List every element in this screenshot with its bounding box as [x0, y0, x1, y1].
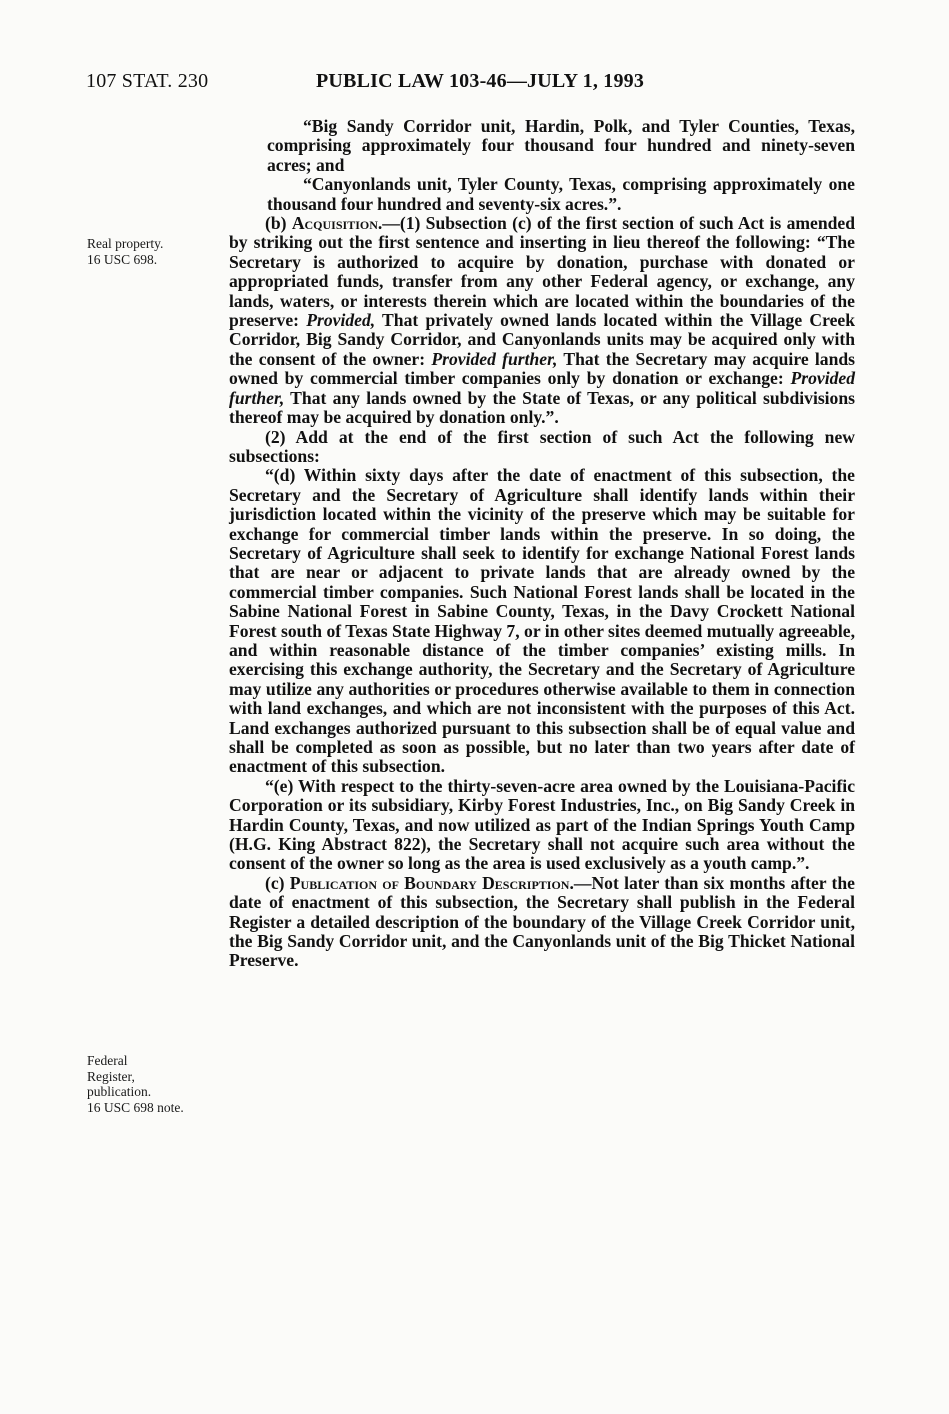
margin-note-line: Register,: [87, 1068, 135, 1084]
paragraph-canyonlands: “Canyonlands unit, Tyler County, Texas, comprising approximately one thousand four hundred and seventy-six acres.”.: [267, 174, 855, 214]
paragraph-subsection-d: “(d) Within sixty days after the date of enactment of this subsection, the Secretary and the Secretary of Agriculture shall identify lands within their jurisdiction located within the vicinity of the preserve which may be suitable for exchange for commercial timber lands within the preserve. In so doing, the Secretary of Agriculture shall seek to identify for exchange National Forest lands that are near or adjacent to private lands that are already owned by the commercial timber companies. Such National Forest lands shall be located in the Sabine National Forest in Sabine County, Texas, in the Davy Crockett National Forest south of Texas State Highway 7, or in other sites deemed mutually agreeable, and within reasonable distance of the timber companies’ existing mills. In exercising this exchange authority, the Secretary and the Secretary of Agriculture may utilize any authorities or procedures otherwise available to them in connection with land exchanges, and which are not inconsistent with the purposes of this Act. Land exchanges authorized pursuant to this subsection shall be of equal value and shall be completed as soon as possible, but no later than two years after date of enactment of this subsection.: [229, 465, 855, 777]
text-run: That the Secretary may acquire lands owned by commercial timber companies only by donation or exchange:: [229, 348, 855, 389]
section-heading: Publication of Boundary Description: [289, 872, 570, 893]
subsection-label: (b): [265, 213, 292, 234]
text-run: .—(1) Subsection (c) of the first section of such Act is amended by striking out the first sentence and inserting in lieu thereof the following: “The Secretary is authorized to acquire by donation, purchase with donated or appropriated funds, transfer from any other Federal agency, or exchange, any lands, waters, or interests therein which are located within the boundaries of the preserve:: [229, 213, 855, 331]
italic-text: Provided further,: [431, 348, 558, 369]
italic-text: Provided,: [306, 310, 376, 331]
text-run: That any lands owned by the State of Texas, or any political subdivisions thereof may be acquired by donation only.”.: [229, 387, 855, 428]
quoted-units: [229, 117, 855, 214]
section-heading: Acquisition: [291, 213, 378, 234]
margin-note-line: publication.: [87, 1084, 152, 1099]
paragraph-publication: [229, 874, 855, 971]
page-citation: 107 STAT. 230: [86, 70, 209, 92]
paragraph-new-subsections: (2) Add at the end of the first section of such Act the following new subsections:: [229, 426, 855, 466]
text-run: .—Not later than six months after the date of enactment of this subsection, the Secretary shall publish in the Federal Register a detailed description of the boundary of the Village Creek Corridor unit, the Big Sandy Corridor unit, and the Canyonlands unit of the Big Thicket National Preserve.: [229, 872, 855, 971]
subsection-label: (c): [265, 872, 290, 893]
margin-note-real-property: [87, 236, 163, 267]
paragraph-subsection-e: “(e) With respect to the thirty-seven-acre area owned by the Louisiana-Pacific Corporation or its subsidiary, Kirby Forest Industries, Inc., on Big Sandy Creek in Hardin County, Texas, and now utilized as part of the Indian Springs Youth Camp (H.G. King Abstract 822), the Secretary shall not acquire such area without the consent of the owner so long as the area is used exclusively as a youth camp.”.: [229, 775, 855, 874]
margin-note-line: 16 USC 698.: [87, 251, 158, 267]
margin-note-line: Federal: [87, 1053, 128, 1068]
body-text: [229, 117, 855, 971]
page-header: [86, 70, 856, 98]
italic-text: Provided further,: [229, 368, 855, 408]
margin-note-federal-register: [87, 1053, 184, 1115]
paragraph-acquisition: [229, 214, 855, 427]
margin-note-line: 16 USC 698 note.: [87, 1099, 184, 1115]
law-title: PUBLIC LAW 103-46—JULY 1, 1993: [316, 70, 645, 92]
margin-note-line: Real property.: [87, 236, 164, 251]
text-run: That privately owned lands located within the Village Creek Corridor, Big Sandy Corridor, and Canyonlands units may be acquired only with the consent of the owner:: [229, 310, 855, 369]
paragraph-big-sandy: “Big Sandy Corridor unit, Hardin, Polk, and Tyler Counties, Texas, comprising approximately four thousand four hundred and ninety-seven acres; and: [267, 116, 855, 175]
